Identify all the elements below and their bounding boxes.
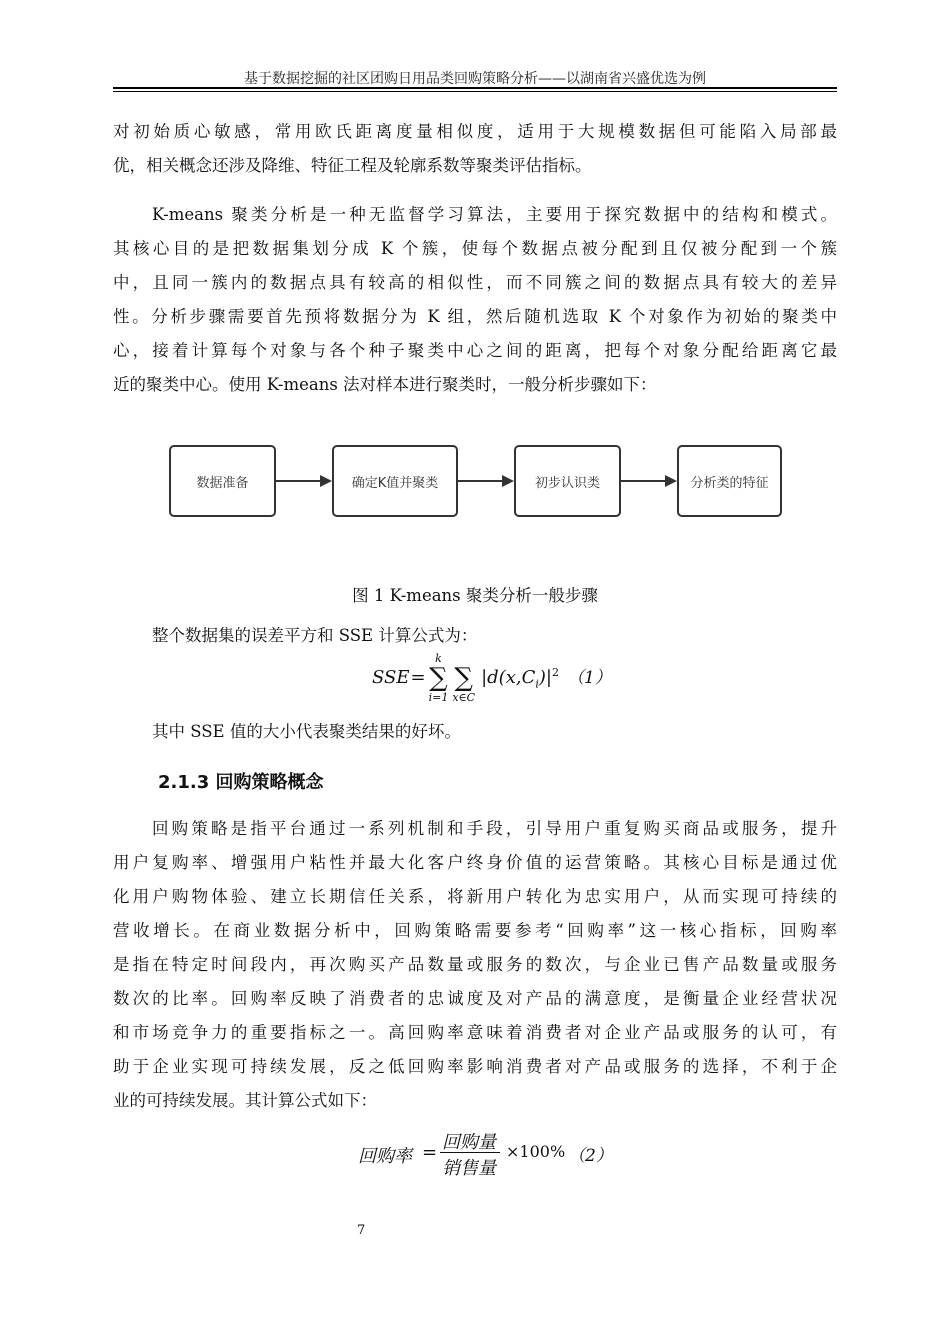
flow-step-analyze-features: 分析类的特征 [677, 445, 782, 517]
text-line: 回购策略是指平台通过一系列机制和手段，引导用户重复购买商品或服务，提升 [152, 819, 837, 838]
fraction-bar [440, 1152, 500, 1153]
formula-expression [481, 667, 559, 689]
arrow-icon [276, 480, 330, 482]
formula-lhs: SSE [372, 667, 410, 688]
text-line: 业的可持续发展。其计算公式如下： [113, 1091, 377, 1110]
fraction-denominator: 销售量 [442, 1158, 496, 1179]
formula-exp: 2 [551, 666, 559, 679]
arrow-icon [621, 480, 675, 482]
text-line: 其核心目的是把数据集划分成 K 个簇，使每个数据点被分配到且仅被分配到一个簇 [113, 239, 837, 258]
sum-outer [429, 652, 449, 704]
formula-close: )| [538, 667, 552, 688]
flow-step-initial-recognition: 初步认识类 [514, 445, 621, 517]
sum-symbol: ∑ [429, 663, 448, 693]
text-line: 整个数据集的误差平方和 SSE 计算公式为： [152, 626, 478, 645]
text-line: 和市场竞争力的重要指标之一。高回购率意味着消费者对企业产品或服务的认可，有 [113, 1023, 837, 1042]
arrow-icon [458, 480, 512, 482]
text-line: 化用户购物体验、建立长期信任关系，将新用户转化为忠实用户，从而实现可持续的 [113, 887, 837, 906]
sum-symbol: ∑ [454, 663, 473, 693]
text-line: 性。分析步骤需要首先预将数据分为 K 组，然后随机选取 K 个对象作为初始的聚类中 [113, 307, 837, 326]
page-number: 7 [357, 1223, 366, 1238]
text-line: 心，接着计算每个对象与各个种子聚类中心之间的距离，把每个对象分配给距离它最 [113, 341, 837, 360]
text-line: 中，且同一簇内的数据点具有较高的相似性，而不同簇之间的数据点具有较大的差异 [113, 273, 837, 292]
text-line: 优，相关概念还涉及降维、特征工程及轮廓系数等聚类评估指标。 [113, 156, 592, 175]
formula-eq: = [422, 1142, 438, 1163]
text-line: 近的聚类中心。使用 K-means 法对样本进行聚类时，一般分析步骤如下： [113, 375, 657, 394]
formula-tail: ×100% [506, 1142, 566, 1161]
text-line: 数次的比率。回购率反映了消费者的忠诚度及对产品的满意度，是衡量企业经营状况 [113, 989, 837, 1008]
text-line: 营收增长。在商业数据分析中，回购策略需要参考“回购率”这一核心指标，回购率 [113, 921, 837, 940]
formula-eq: = [410, 667, 426, 688]
section-heading: 2.1.3 回购策略概念 [158, 772, 324, 793]
sum-lower: i=1 [428, 691, 449, 704]
text-line: K-means 聚类分析是一种无监督学习算法，主要用于探究数据中的结构和模式。 [152, 205, 837, 224]
sum-upper: k [435, 652, 442, 665]
text-line: 用户复购率、增强用户粘性并最大化客户终身价值的运营策略。其核心目标是通过优 [113, 853, 837, 872]
text-line: 是指在特定时间段内，再次购买产品数量或服务的数次，与企业已售产品数量或服务 [113, 955, 837, 974]
flow-step-data-prep: 数据准备 [169, 445, 276, 517]
formula-lhs: 回购率 [358, 1146, 412, 1167]
running-header: 基于数据挖掘的社区团购日用品类回购策略分析——以湖南省兴盛优选为例 [244, 71, 706, 87]
flow-step-determine-k: 确定K值并聚类 [332, 445, 458, 517]
formula-sse [372, 652, 612, 704]
sum-lower: x∈C [452, 691, 476, 704]
equation-number: （1） [566, 668, 612, 688]
formula-body: |d(x,C [481, 667, 536, 688]
formula-sub: i [535, 677, 539, 691]
header-rule-thin [113, 91, 837, 92]
figure-caption: 图 1 K-means 聚类分析一般步骤 [352, 586, 598, 605]
sum-inner [452, 652, 475, 704]
text-line: 助于企业实现可持续发展，反之低回购率影响消费者对产品或服务的选择，不利于企 [113, 1057, 837, 1076]
equation-number: （2） [568, 1146, 613, 1166]
text-line: 对初始质心敏感，常用欧氏距离度量相似度，适用于大规模数据但可能陷入局部最 [113, 122, 837, 141]
formula-repurchase-rate [358, 1128, 638, 1178]
text-line: 其中 SSE 值的大小代表聚类结果的好坏。 [152, 722, 461, 741]
fraction-numerator: 回购量 [442, 1132, 496, 1153]
header-rule [113, 87, 837, 89]
